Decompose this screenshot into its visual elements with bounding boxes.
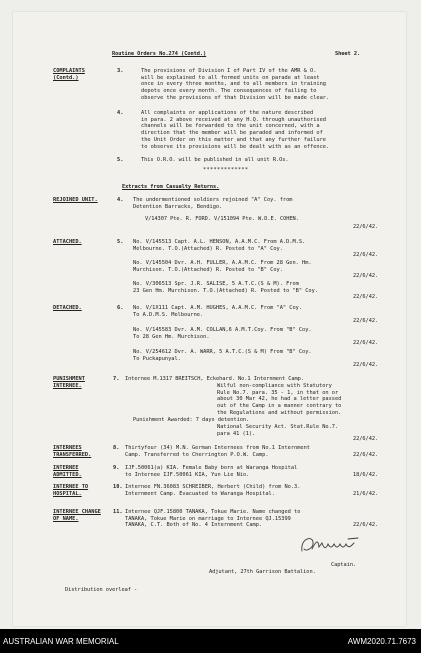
archive-reference: AWM2020.71.7673 [347,637,416,646]
distribution-note: Distribution overleaf - [65,587,138,593]
punishment-awarded: Punishment Awarded: 7 days detention. [133,417,250,423]
text-line: depots once every month. The consequences of failing to [141,88,317,95]
text-line: para 41 (1). [217,430,256,437]
entry-date: 21/6/42. [353,491,379,497]
text-line: No. V/145583 Dvr. A.M. COLLAN,6 A.M.T.Coy. From "B" Coy. [133,327,312,333]
entry-date: 22/6/42. [353,340,379,346]
text-line: the Regulations and without permission. [217,409,342,416]
detached-entry [133,327,312,340]
text-line: Camp. Transferred to Cherrington P.O.W. Camp. [125,451,269,458]
text-line: Murchison. T.O.(Attached) R. Posted to "B" Coy. [133,266,283,273]
text-line: To Puckapunyal. [133,355,181,362]
text-line: out of the Camp in a manner contrary to [217,403,342,410]
text-line: No. V/145504 Dvr. A.H. FULLER, A.A.M.C. From 28 Gen. Hm. [133,260,312,266]
item-number: 8. [113,445,120,451]
item-number: 5. [117,239,124,245]
item-number: 7. [113,376,120,382]
text-line: Wilful non-compliance with Statutory [217,383,332,389]
item-number: 6. [117,305,124,311]
archive-footer [0,629,421,653]
item-number: 4. [117,110,124,116]
text-line: observe the provisions of that Division will be made clear. [141,94,330,101]
complaints-paragraph-4 [141,110,329,150]
internees-transferred-text [125,445,310,458]
sheet-number: Sheet 2. [335,51,361,57]
detached-entry [133,305,302,318]
complaints-paragraph-5: This O.R.O. will be published in all unit R.Os. [141,157,289,163]
internee-admitted-text [125,465,297,478]
text-line: to Internee IJF.50061 KIA, Yun Lie Nio. [125,471,250,478]
text-line: in para. 2 above received at any H.Q. through unauthorised [141,116,326,123]
text-line: TANAKA, C.T. Both of No. 4 Internment Camp. [125,522,263,529]
attached-entry [133,239,305,252]
text-line: Rule No.7. para. 35 - 1, in that on or [217,389,339,396]
item-number: 9. [113,465,120,471]
casualty-heading: Extracts from Casualty Returns. [122,184,220,190]
internee-change-label: INTERNEE CHANGE OF NAME. [53,509,101,522]
text-line: direction that the member will be paraded and informed of [141,130,323,137]
entry-date: 22/6/42. [353,362,379,368]
text-line: about 30 Mar 42, he had a letter passed [217,396,342,403]
punishment-offence [217,383,341,417]
complaints-label: COMPLAINTS (Contd.) [53,68,85,81]
text-line: No. V/306513 Spr. J.R. SALISE, 5 A.T.C.(S & M). From [133,281,299,287]
text-line: The provisions of Division I of Part IV of the AMR & O. [141,68,317,74]
text-line: To A.D.M.S. Melbourne. [133,311,204,318]
entry-date: 22/6/42. [353,318,379,324]
entry-date: 22/6/42. [353,224,379,230]
text-line: The undermentioned soldiers rejoined "A" Coy. from [133,197,293,203]
text-line: TANAKA, Tokue Marie on marriage to Internee QJ.15399 [125,515,291,522]
complaints-paragraph-3 [141,68,329,102]
document-page [13,12,406,626]
text-line: Internment Camp. Evacuated to Waranga Hospital. [125,490,275,497]
attached-entry [133,281,318,294]
internee-admitted-label: INTERNEE ADMITTED. [53,465,82,478]
detached-label: DETACHED. [53,305,82,311]
item-number: 4. [117,197,124,203]
item-number: 10. [113,484,123,490]
text-line: Detention Barracks, Bendigo. [133,203,223,210]
internee-hospital-label: INTERNEE TO HOSPITAL. [53,484,89,497]
punishment-authority [217,424,338,437]
text-line: No. V/254612 Dvr. A. WARR, 5 A.T.C.(S & M) From "B" Coy. [133,349,312,355]
entry-date: 18/6/42. [353,472,379,478]
text-line: 23 Gen Hm. Murchison. T.O.(Attached) R. Posted to "B" Coy. [133,287,318,294]
rejoined-text [133,197,292,210]
attached-label: ATTACHED. [53,239,82,245]
text-line: Melbourne. T.O.(Attached) R. Posted to "A" Coy. [133,245,283,252]
text-line: to observe its provisions will be dealt with as an offence. [141,143,330,150]
punishment-label: PUNISHMENT INTERNEE. [53,376,85,389]
text-line: To 28 Gen Hm. Murchison. [133,333,210,340]
entry-date: 22/6/42. [353,522,379,528]
rejoined-label: REJOINED UNIT. [53,197,98,203]
signature-rank: Captain. [331,562,357,568]
text-line: No. V/145513 Capt. A.L. HENSON, A.A.M.C. From A.D.M.S. [133,239,306,245]
item-number: 11. [113,509,123,515]
rejoined-detail: V/14307 Pte. R. FORD. V/151094 Pte. W.D.E. COHEN. [145,216,299,222]
divider-stars: ************* [203,167,249,173]
internee-change-text [125,509,300,529]
signature-title: Adjutant, 27th Garrison Battalion. [209,569,316,575]
text-line: channels will be forwarded to the unit concerned, with a [141,123,320,130]
item-number: 3. [117,68,124,74]
internees-transferred-label: INTERNEES TRANSFERRED. [53,445,92,458]
entry-date: 22/6/42. [353,452,379,458]
text-line: No. V/1X111 Capt. A.M. HUGHES, A.A.M.C. From "A" Coy. [133,305,303,311]
text-line: Thirtyfour (34) M.N. German Internees from No.1 Internment [125,445,310,451]
archive-name: AUSTRALIAN WAR MEMORIAL [3,637,119,646]
page-title: Routine Orders No.274 (Contd.) [112,51,207,57]
internee-hospital-text [125,484,300,497]
text-line: IJF.50061(a) KIA. Female Baby born at Waranga Hospital [125,465,298,471]
text-line: Internee QJF.15800 TANAKA, Tokue Marie. Name changed to [125,509,301,515]
entry-date: 22/6/42. [353,294,379,300]
text-line: once in every three months, and to all members in training [141,81,326,88]
detached-entry [133,349,312,362]
item-number: 5. [117,157,124,163]
text-line: Internee FN.36083 SCHREIBER, Herbert (Child) from No.3. [125,484,301,490]
entry-date: 22/6/42. [353,436,379,442]
text-line: All complaints or applications of the nature described [141,110,314,116]
entry-date: 22/6/42. [353,252,379,258]
text-line: will be explained to all formed units on parade at least [141,74,320,81]
attached-entry [133,260,312,273]
text-line: the Unit Order on this matter and that any further failure [141,136,326,143]
punishment-intro: Internee M.1317 BREITSCH, Eckehard. No.1 Internment Camp. [125,376,304,382]
text-line: National Security Act. Stat.Rule No.7. [217,424,339,430]
handwritten-signature [298,533,364,559]
entry-date: 22/6/42. [353,273,379,279]
